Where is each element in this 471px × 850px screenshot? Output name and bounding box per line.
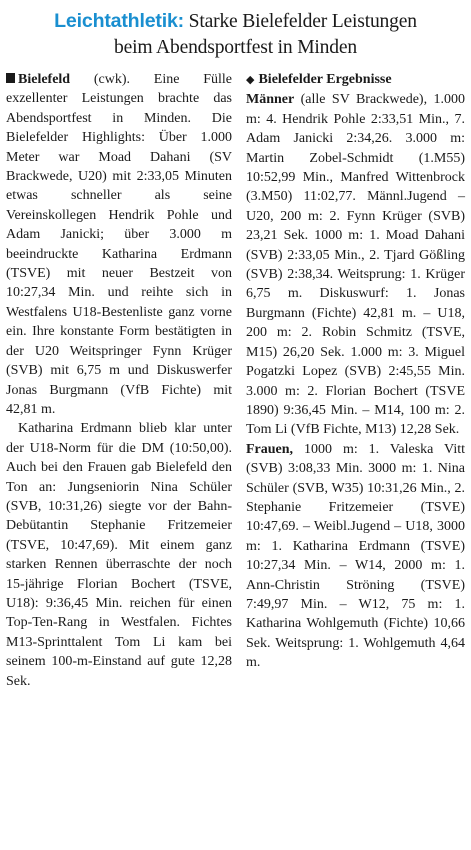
results-title-line	[246, 70, 465, 90]
results-title: Bielefelder Ergebnisse	[258, 72, 392, 87]
article-columns	[0, 70, 471, 850]
results-men	[246, 90, 465, 439]
headline	[0, 0, 471, 61]
black-square-icon	[6, 73, 15, 83]
men-label: Männer	[246, 92, 295, 108]
women-label: Frauen,	[246, 441, 294, 457]
headline-kicker: Leichtathletik:	[54, 10, 184, 32]
headline-line-1: Starke Bielefelder Leistungen	[183, 11, 417, 32]
diamond-bullet-icon: ◆	[246, 74, 255, 86]
body-paragraph-1-text: (cwk). Eine Fülle exzellenter Leistungen brachte das Abendsportfest in Minden. Die Bielefelder Highlights: Über 1.000 Meter war Moad Dahani (SV Brackwede, U20) mit 2:33,05 Minuten etwas schneller als seine Vereinskollegen Hendrik Pohle und Adam Janicki; über 3.000 m beeindruckte Katharina Erdmann (TSVE) mit neuer Bestzeit von 10:27,34 Min. und reihte sich in Westfalens U18-Bestenliste ganz vorne ein. Ihre konstante Form bestätigten in der U20 Weitspringer Fynn Krüger (SVB) mit 6,75 m und Diskuswerfer Jonas Burgmann (VfB Fichte) mit 42,81 m.	[6, 72, 232, 417]
dateline: Bielefeld	[18, 72, 71, 87]
headline-line-2: beim Abendsportfest in Minden	[114, 37, 357, 58]
body-paragraph-2: Katharina Erdmann blieb klar unter der U18-Norm für die DM (10:50,00). Auch bei den Frauen gab Bielefeld den Ton an: Jungseniorin Nina Schüler (SVB, 10:31,26) siegte vor der Bahn-Debütantin Stephanie Fritzemeier (TSVE, 10:47,69). Mit einem ganz starken Rennen überraschte der noch 15-jährige Florian Bochert (TSVE, U18): 9:36,45 Min. reichen für einen Top-Ten-Rang in Westfalen. Fichtes M13-Sprinttalent Tom Li kam bei seinem 100-m-Einstand auf gute 12,28 Sek.	[6, 421, 232, 689]
women-results-text: 1000 m: 1. Valeska Vitt (SVB) 3:08,33 Min. 3000 m: 1. Nina Schüler (SVB, W35) 10:31,26 Min., 2. Stephanie Fritzemeier (TSVE) 10:47,69. – Weibl.Jugend – U18, 3000 m: 1. Katharina Erdmann (TSVE) 10:27,34 Min. – W14, 2000 m: 1. Ann-Christin Ströning (TSVE) 7:49,97 Min. – W12, 75 m: 1. Katharina Wohlgemuth (Fichte) 10,66 Sek. Weitsprung: 1. Wohlgemuth 4,64 m.	[246, 441, 465, 671]
article-body-column	[6, 70, 232, 691]
body-paragraph-1	[6, 70, 232, 419]
results-women	[246, 440, 465, 673]
men-results-text: (alle SV Brackwede), 1.000 m: 4. Hendrik Pohle 2:33,51 Min., 7. Adam Janicki 2:34,26. 3.000 m: Martin Zobel-Schmidt (1.M55) 10:52,99 Min., Manfred Wittenbrock (3.M50) 11:02,77. Männl.Jugend – U20, 200 m: 2. Fynn Krüger (SVB) 23,21 Sek. 1000 m: 1. Moad Dahani (SVB) 2:33,05 Min., 2. Tjard Gößling (SVB) 2:38,34. Weitsprung: 1. Krüger 6,75 m. Diskuswurf: 1. Jonas Burgmann (Fichte) 42,81 m. – U18, 200 m: 2. Robin Schmitz (TSVE, M15) 26,20 Sek. 1.000 m: 3. Miguel Pogatzki Lopez (SVB) 2:45,55 Min. 3.000 m: 2. Florian Bochert (TSVE 1890) 9:36,45 Min. – M14, 100 m: 2. Tom Li (VfB Fichte, M13) 12,28 Sek.	[246, 92, 465, 438]
results-column	[246, 70, 465, 673]
